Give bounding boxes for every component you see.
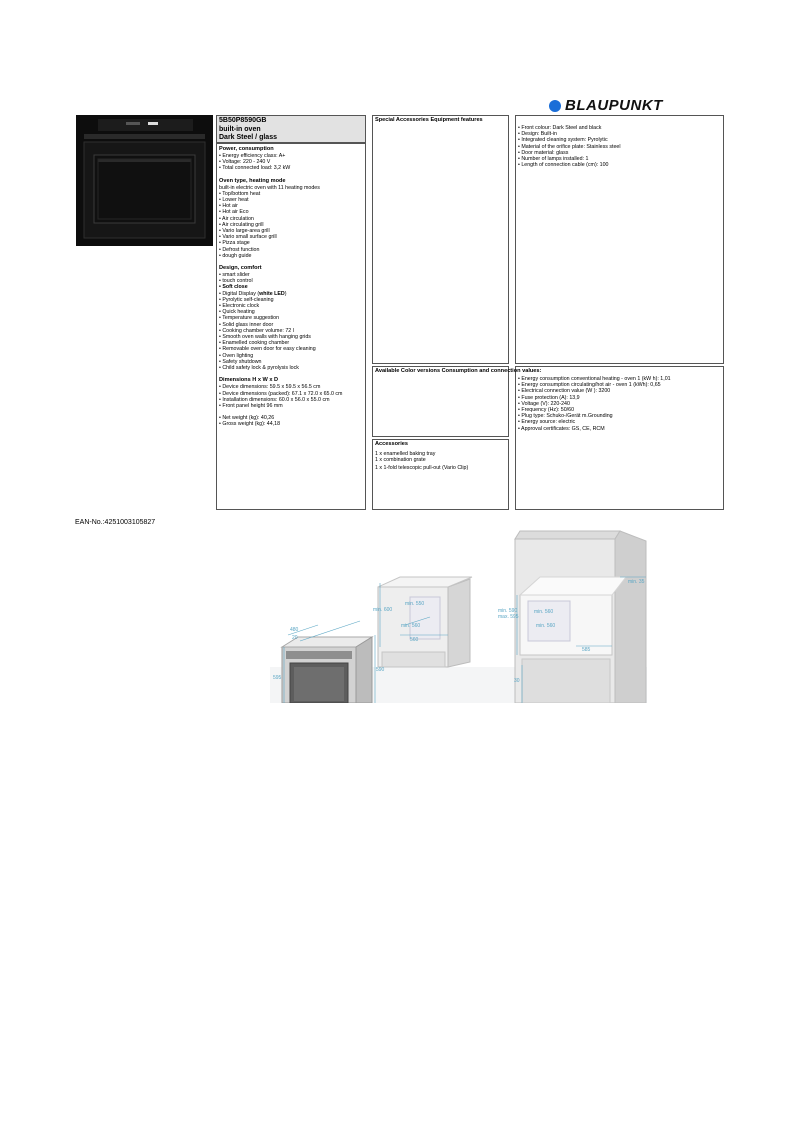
list-item: • Front panel height 96 mm bbox=[219, 403, 363, 409]
list-item: • dough guide bbox=[219, 253, 363, 259]
display-prefix: Digital Display ( bbox=[222, 290, 260, 297]
list-item: • Plug type: Schuko-/Gerät m.Grounding bbox=[518, 413, 721, 419]
list-item: • Number of lamps installed: 1 bbox=[518, 156, 721, 162]
installation-diagram-svg bbox=[270, 517, 647, 703]
list-item: • Removable oven door for easy cleaning bbox=[219, 346, 363, 352]
display-bold: white LED bbox=[259, 290, 285, 297]
oven-type-intro: built-in electric oven with 11 heating modes bbox=[219, 184, 320, 191]
oven-illustration bbox=[76, 115, 213, 246]
dim-label: min. 35 bbox=[628, 579, 645, 585]
list-item: • touch control bbox=[219, 278, 363, 284]
list-item: • Integrated cleaning system: Pyrolytic bbox=[518, 137, 721, 143]
product-model: 5B50P8590GB bbox=[219, 117, 267, 124]
list-item: • Voltage (V): 220-240 bbox=[518, 401, 721, 407]
list-item: • Energy source: electric bbox=[518, 419, 721, 425]
consumption-box bbox=[515, 366, 724, 510]
list-item: • Material of the orifice plate: Stainless steel bbox=[518, 144, 721, 150]
list-item: • Vario small surface grill bbox=[219, 234, 363, 240]
accessory-item: 1 x enamelled baking tray bbox=[375, 451, 436, 457]
dim-label: min. 560 bbox=[401, 623, 421, 629]
dim-label: 590 bbox=[376, 667, 385, 673]
list-item: • Electrical connection value (W ): 3200 bbox=[518, 388, 721, 394]
list-item: • Device dimensions (packed): 67.1 x 72.0 x 65.0 cm bbox=[219, 391, 363, 397]
product-finish: Dark Steel / glass bbox=[219, 134, 277, 141]
list-item: • smart slider bbox=[219, 272, 363, 278]
list-item: • Pizza stage bbox=[219, 240, 363, 246]
accessories-box bbox=[372, 439, 509, 510]
dim-label: min. 590 bbox=[498, 608, 518, 614]
list-item: • Energy consumption conventional heating - oven 1 (kW h): 1,01 bbox=[518, 376, 721, 382]
list-item: • Door material: glass bbox=[518, 150, 721, 156]
list-item: • Pyrolytic self-cleaning bbox=[219, 297, 363, 303]
list-item: • Energy efficiency class: A+ bbox=[219, 153, 363, 159]
ean-number: EAN-No.:4251003105827 bbox=[75, 519, 156, 526]
list-item: • Top/bottom heat bbox=[219, 191, 363, 197]
installation-diagram bbox=[270, 517, 647, 703]
list-item: • Temperature suggestion bbox=[219, 315, 363, 321]
dim-label: 30 bbox=[514, 678, 520, 684]
dim-label: 20 bbox=[292, 635, 298, 641]
list-item: • Length of connection cable (cm): 100 bbox=[518, 162, 721, 168]
list-item: • Soft close bbox=[219, 284, 363, 290]
dimensions-list bbox=[219, 384, 363, 409]
product-type: built-in oven bbox=[219, 125, 261, 133]
list-item: • Total connected load: 3,2 kW bbox=[219, 165, 363, 171]
list-item: • Enamelled cooking chamber bbox=[219, 340, 363, 346]
product-title-box bbox=[216, 115, 366, 143]
dim-label: min. 600 bbox=[373, 607, 393, 613]
list-item: • Design: Built-in bbox=[518, 131, 721, 137]
list-item: • Hot air bbox=[219, 203, 363, 209]
features-box bbox=[515, 115, 724, 364]
list-item: • Safety shutdown bbox=[219, 359, 363, 365]
dim-label: 585 bbox=[582, 647, 591, 653]
dim-label: 595 bbox=[273, 675, 282, 681]
brand-name: BLAUPUNKT bbox=[565, 97, 663, 114]
heating-modes-list bbox=[219, 191, 363, 259]
list-item: • Air circulation bbox=[219, 216, 363, 222]
oven-product-image bbox=[76, 115, 213, 246]
spec-box bbox=[216, 143, 366, 510]
design-list bbox=[219, 272, 363, 371]
brand-dot-icon bbox=[549, 100, 561, 112]
color-versions-heading: Available Color versions Consumption and connection values: bbox=[375, 368, 542, 374]
color-versions-box bbox=[372, 366, 542, 437]
list-item: • Vario large-area grill bbox=[219, 228, 363, 234]
dim-label: min. 550 bbox=[405, 601, 425, 607]
list-item: • Front colour: Dark Steel and black bbox=[518, 125, 721, 131]
list-item: • Energy consumption circulating/hot air - oven 1 (kWh): 0,65 bbox=[518, 382, 721, 388]
list-item: • Electronic clock bbox=[219, 303, 363, 309]
list-item: • Net weight (kg): 40,26 bbox=[219, 415, 363, 421]
power-list bbox=[219, 153, 363, 172]
dim-label: 560 bbox=[410, 637, 419, 643]
dim-label: max. 595 bbox=[498, 614, 519, 620]
list-item: • Child safety lock & pyrolysis lock bbox=[219, 365, 363, 371]
list-item: • Fuse protection (A): 13,9 bbox=[518, 395, 721, 401]
list-item: • Quick heating bbox=[219, 309, 363, 315]
list-item: • Smooth oven walls with hanging grids bbox=[219, 334, 363, 340]
features-list bbox=[518, 125, 721, 168]
list-item: • Defrost function bbox=[219, 247, 363, 253]
dim-label: 480 bbox=[290, 627, 299, 633]
special-accessories-heading: Special Accessories Equipment features bbox=[375, 117, 483, 123]
special-accessories-box bbox=[372, 115, 509, 364]
brand-logo bbox=[549, 97, 663, 114]
dim-label: min. 560 bbox=[534, 609, 554, 615]
list-item: • Oven lighting bbox=[219, 353, 363, 359]
list-item: • Hot air Eco bbox=[219, 209, 363, 215]
dimensions-heading: Dimensions H x W x D bbox=[219, 377, 279, 384]
list-item: • Frequency (Hz): 50/60 bbox=[518, 407, 721, 413]
list-item: • Lower heat bbox=[219, 197, 363, 203]
power-heading: Power, consumption bbox=[219, 146, 274, 152]
design-heading: Design, comfort bbox=[219, 265, 262, 272]
list-item: • Voltage: 220 - 240 V bbox=[219, 159, 363, 165]
oven-type-heading: Oven type, heating mode bbox=[219, 177, 286, 184]
list-item: • Approval certificates: GS, CE, RCM bbox=[518, 426, 721, 432]
list-item: • Device dimensions: 59.5 x 59.5 x 56.5 cm bbox=[219, 384, 363, 390]
list-item: • Gross weight (kg): 44,18 bbox=[219, 421, 363, 427]
list-item: • Installation dimensions: 60.0 x 56.0 x 55.0 cm bbox=[219, 397, 363, 403]
accessory-item: 1 x 1-fold telescopic pull-out (Vario Clip) bbox=[375, 465, 469, 472]
accessories-heading: Accessories bbox=[375, 441, 408, 447]
dim-label: min. 560 bbox=[536, 623, 556, 629]
accessory-item: 1 x combination grate bbox=[375, 457, 426, 464]
weights-list bbox=[219, 415, 363, 427]
list-item: • Cooking chamber volume: 72 l bbox=[219, 328, 363, 334]
consumption-list bbox=[518, 376, 721, 432]
display-suffix: ) bbox=[284, 290, 287, 297]
list-item: • Air circulating grill bbox=[219, 222, 363, 228]
list-item: • Solid glass inner door bbox=[219, 322, 363, 328]
